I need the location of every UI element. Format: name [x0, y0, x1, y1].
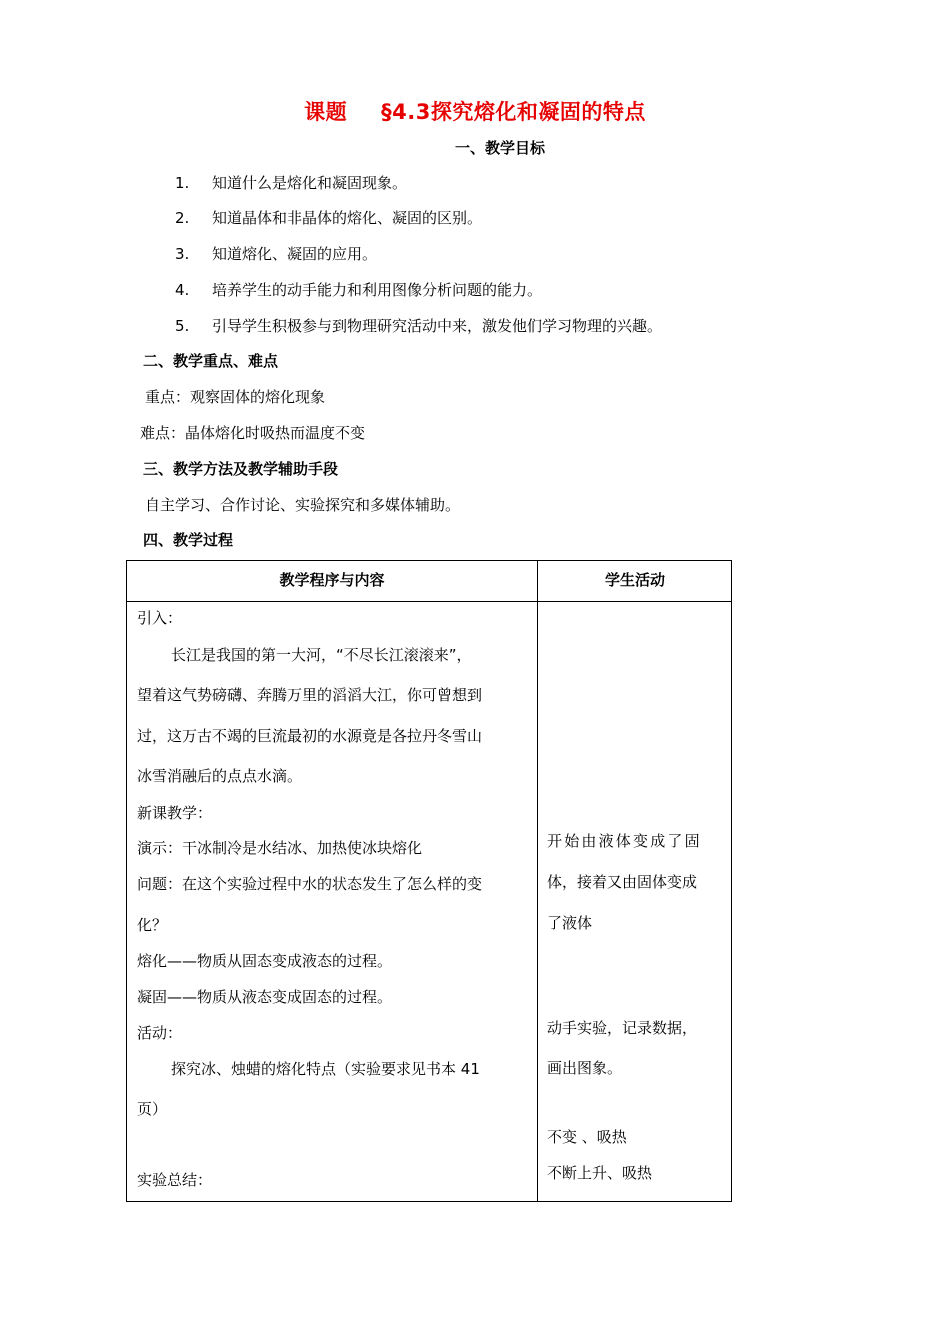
- demo-text: 演示：干冰制冷是水结冰、加热使冰块熔化: [137, 839, 423, 857]
- intro-line: 长江是我国的第一大河，“不尽长江滚滚来”，: [171, 646, 472, 664]
- table-header-activity: 学生活动: [604, 571, 665, 589]
- new-lesson-label: 新课教学：: [137, 804, 213, 822]
- student-result: 不断上升、吸热: [547, 1164, 653, 1182]
- student-task: 动手实验，记录数据，: [547, 1019, 698, 1037]
- objective-item: 5. 引导学生积极参与到物理研究活动中来，激发他们学习物理的兴趣。: [175, 317, 663, 335]
- methods-text: 自主学习、合作讨论、实验探究和多媒体辅助。: [145, 496, 461, 514]
- student-answer: 了液体: [547, 914, 593, 932]
- section-heading-methods: 三、教学方法及教学辅助手段: [143, 460, 339, 478]
- table-header-divider: [127, 601, 731, 602]
- question-text: 问题：在这个实验过程中水的状态发生了怎么样的变: [137, 875, 483, 893]
- intro-label: 引入：: [137, 609, 183, 627]
- key-point: 重点：观察固体的熔化现象: [145, 388, 326, 406]
- intro-line: 过，这万古不竭的巨流最初的水源竟是各拉丹冬雪山: [137, 727, 483, 745]
- student-answer: 开始由液体变成了固: [547, 832, 702, 850]
- melting-definition: 熔化——物质从固态变成液态的过程。: [137, 952, 393, 970]
- objective-item: 3. 知道熔化、凝固的应用。: [175, 245, 378, 263]
- question-text: 化？: [137, 916, 168, 934]
- title-text: §4.3探究熔化和凝固的特点: [381, 100, 646, 124]
- section-heading-process: 四、教学过程: [143, 531, 234, 549]
- explore-text: 探究冰、烛蜡的熔化特点（实验要求见书本 41: [171, 1060, 480, 1078]
- student-answer: 体，接着又由固体变成: [547, 873, 698, 891]
- section-heading-key-points: 二、教学重点、难点: [143, 352, 279, 370]
- intro-line: 冰雪消融后的点点水滴。: [137, 767, 303, 785]
- difficult-point: 难点：晶体熔化时吸热而温度不变: [140, 424, 366, 442]
- table-header-content: 教学程序与内容: [279, 571, 385, 589]
- page-title: [0, 96, 950, 126]
- activity-label: 活动：: [137, 1024, 183, 1042]
- table-column-divider: [537, 561, 538, 1201]
- explore-text: 页）: [137, 1100, 168, 1118]
- section-heading-objectives: 一、教学目标: [454, 139, 545, 157]
- intro-line: 望着这气势磅礴、奔腾万里的滔滔大江，你可曾想到: [137, 686, 483, 704]
- title-prefix: 课题: [304, 100, 348, 124]
- teaching-process-table: [126, 560, 732, 1202]
- student-task: 画出图象。: [547, 1059, 623, 1077]
- student-result: 不变 、吸热: [547, 1128, 627, 1146]
- freezing-definition: 凝固——物质从液态变成固态的过程。: [137, 988, 393, 1006]
- objective-item: 2. 知道晶体和非晶体的熔化、凝固的区别。: [175, 209, 483, 227]
- summary-label: 实验总结：: [137, 1171, 213, 1189]
- objective-item: 4. 培养学生的动手能力和利用图像分析问题的能力。: [175, 281, 543, 299]
- objective-item: 1. 知道什么是熔化和凝固现象。: [175, 174, 408, 192]
